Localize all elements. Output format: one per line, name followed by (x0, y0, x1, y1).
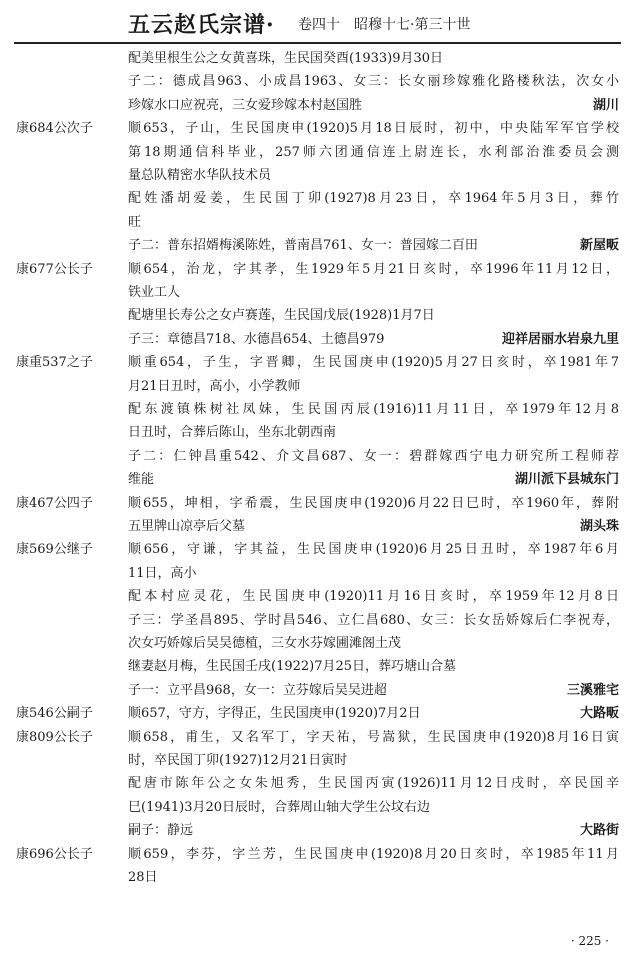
entry-text: 继妻赵月梅，生民国壬戌(1922)7月25日，葬巧塘山合墓 (128, 659, 457, 675)
entry-text: 嗣子：静远 (128, 823, 194, 839)
lineage-label: 康684公次子 (16, 121, 93, 137)
lineage-label: 康467公四子 (16, 495, 93, 511)
residence-location: 湖川派下县城东门 (514, 472, 619, 488)
lineage-label: 康546公嗣子 (16, 706, 93, 722)
page-number: · 225 · (570, 934, 609, 948)
genealogy-line (0, 329, 635, 351)
entry-text: 配塘里长寿公之女卢赛莲，生民国戊辰(1928)1月7日 (128, 308, 435, 324)
genealogy-line (0, 797, 635, 819)
genealogy-line (0, 703, 635, 725)
residence-location: 大路畈 (579, 706, 619, 722)
genealogy-line (0, 259, 635, 281)
genealogy-line (0, 118, 635, 140)
lineage-label: 康696公长子 (16, 846, 93, 862)
entry-text: 子二：普东招婿梅溪陈姓，普南昌761、女一：普园嫁二百田 (128, 238, 478, 254)
genealogy-line (0, 165, 635, 187)
entry-text: 巳(1941)3月20日辰时，合葬周山轴大学生公坟右边 (128, 799, 431, 815)
entry-text: 铁业工人 (128, 285, 181, 300)
genealogy-line (0, 586, 635, 608)
genealogy-line (0, 680, 635, 702)
entry-text: 子二：德成昌963、小成昌1963、女三：长女丽珍嫁雅化路楼秋法，次女小 (128, 74, 619, 90)
genealogy-line (0, 212, 635, 234)
header-divider (14, 42, 621, 44)
genealogy-line (0, 844, 635, 866)
header-subtitle: 卷四十 昭穆十七·第三十世 (298, 17, 471, 33)
genealogy-line (0, 188, 635, 210)
genealogy-line (0, 71, 635, 93)
entry-text: 子一：立平昌968，女一：立芬嫁后吴吴进超 (128, 682, 387, 698)
entry-text: 维能 (128, 472, 155, 488)
genealogy-line (0, 773, 635, 795)
residence-location: 迎祥居丽水岩泉九里 (501, 331, 619, 347)
entry-text: 顺656，守谦，字其益，生民国庚申(1920)6月25日丑时，卒1987年6月 (128, 542, 619, 558)
lineage-label: 康809公长子 (16, 729, 93, 745)
entry-text: 量总队精密水华队技术员 (128, 168, 272, 183)
entry-text: 旺 (128, 214, 142, 230)
entry-text: 顺653，子山，生民国庚申(1920)5月18日辰时，初中，中央陆军军官学校 (128, 121, 619, 137)
entry-text: 顺655，坤相，字希震，生民国庚申(1920)6月22日巳时，卒1960年，葬附 (128, 495, 619, 511)
genealogy-line (0, 750, 635, 772)
residence-location: 湖川 (592, 97, 619, 113)
lineage-label: 康677公长子 (16, 261, 93, 277)
genealogy-line (0, 867, 635, 889)
genealogy-line (0, 305, 635, 327)
lineage-label: 康569公继子 (16, 542, 93, 558)
genealogy-line (0, 539, 635, 561)
genealogy-line (0, 48, 635, 70)
entry-text: 11日，高小 (128, 565, 197, 581)
entry-text: 子二：仁钟昌重542、介文昌687、女一：碧群嫁西宁电力研究所工程师荐 (128, 448, 619, 464)
entry-text: 配东渡镇株树社凤妹，生民国丙辰(1916)11月11日，卒1979年12月8 (128, 402, 619, 417)
genealogy-line (0, 422, 635, 444)
genealogy-line (0, 820, 635, 842)
genealogy-line (0, 563, 635, 585)
entry-text: 日丑时，合葬后陈山，坐东北朝西南 (128, 425, 337, 441)
entry-text: 配美里根生公之女黄喜珠，生民国癸酉(1933)9月30日 (128, 51, 444, 66)
genealogy-line (0, 282, 635, 304)
page-header (0, 0, 635, 44)
genealogy-line (0, 399, 635, 421)
entry-text: 顺重654，子生，字晋卿，生民国庚申(1920)5月27日亥时，卒1981年7 (128, 355, 619, 371)
entry-text: 顺659，李芬，字兰芳，生民国庚申(1920)8月20日亥时，卒1985年11月 (128, 846, 619, 862)
entry-text: 配本村应灵花，生民国庚申(1920)11月16日亥时，卒1959年12月8日 (128, 589, 619, 605)
header-title: 五云赵氏宗谱· (128, 12, 275, 38)
genealogy-line (0, 493, 635, 515)
genealogy-line (0, 610, 635, 632)
genealogy-line (0, 95, 635, 117)
entry-text: 第18期通信科毕业，257师六团通信连上尉连长，水利部治淮委员会测 (128, 144, 619, 160)
entry-text: 子三：学圣昌895、学时昌546、立仁昌680、女三：长女岳娇嫁后仁李祝寿， (128, 612, 619, 628)
entry-text: 顺658，甫生，又名军丁，字天祐，号嵩狱，生民国庚申(1920)8月16日寅 (128, 729, 619, 745)
entry-text: 五里牌山凉亭后父墓 (128, 519, 246, 534)
entry-text: 28日 (128, 870, 158, 885)
entry-text: 配唐市陈年公之女朱旭秀，生民国丙寅(1926)11月12日戌时，卒民国辛 (128, 776, 619, 792)
genealogy-line (0, 633, 635, 655)
entry-text: 顺657，守方，字得正，生民国庚申(1920)7月2日 (128, 706, 421, 722)
genealogy-line (0, 446, 635, 468)
entry-text: 子三：章德昌718、水德昌654、土德昌979 (128, 331, 385, 347)
entry-text: 顺654，治龙，字其孝，生1929年5月21日亥时，卒1996年11月12日， (128, 261, 619, 277)
genealogy-line (0, 142, 635, 164)
entry-text: 配姓潘胡爱姜，生民国丁卯(1927)8月23日，卒1964年5月3日，葬竹 (128, 191, 619, 207)
entry-text: 次女巧娇嫁后吴吴德植，三女水芬嫁圃滩阁土茂 (128, 636, 402, 651)
lineage-label: 康重537之子 (16, 355, 93, 371)
genealogy-line (0, 352, 635, 374)
genealogy-line (0, 376, 635, 398)
entry-text: 时，卒民国丁卯(1927)12月21日寅时 (128, 753, 348, 768)
genealogy-line (0, 469, 635, 491)
residence-location: 三溪雅宅 (566, 682, 619, 698)
residence-location: 大路街 (579, 823, 619, 839)
residence-location: 湖头珠 (579, 519, 619, 534)
genealogy-line (0, 516, 635, 538)
genealogy-line (0, 656, 635, 678)
entry-text: 珍嫁水口应祝亮，三女爱珍嫁本村赵国胜 (128, 97, 363, 113)
genealogy-line (0, 727, 635, 749)
genealogy-line (0, 235, 635, 257)
entry-text: 月21日丑时，高小，小学教师 (128, 378, 301, 394)
residence-location: 新屋畈 (579, 238, 619, 254)
